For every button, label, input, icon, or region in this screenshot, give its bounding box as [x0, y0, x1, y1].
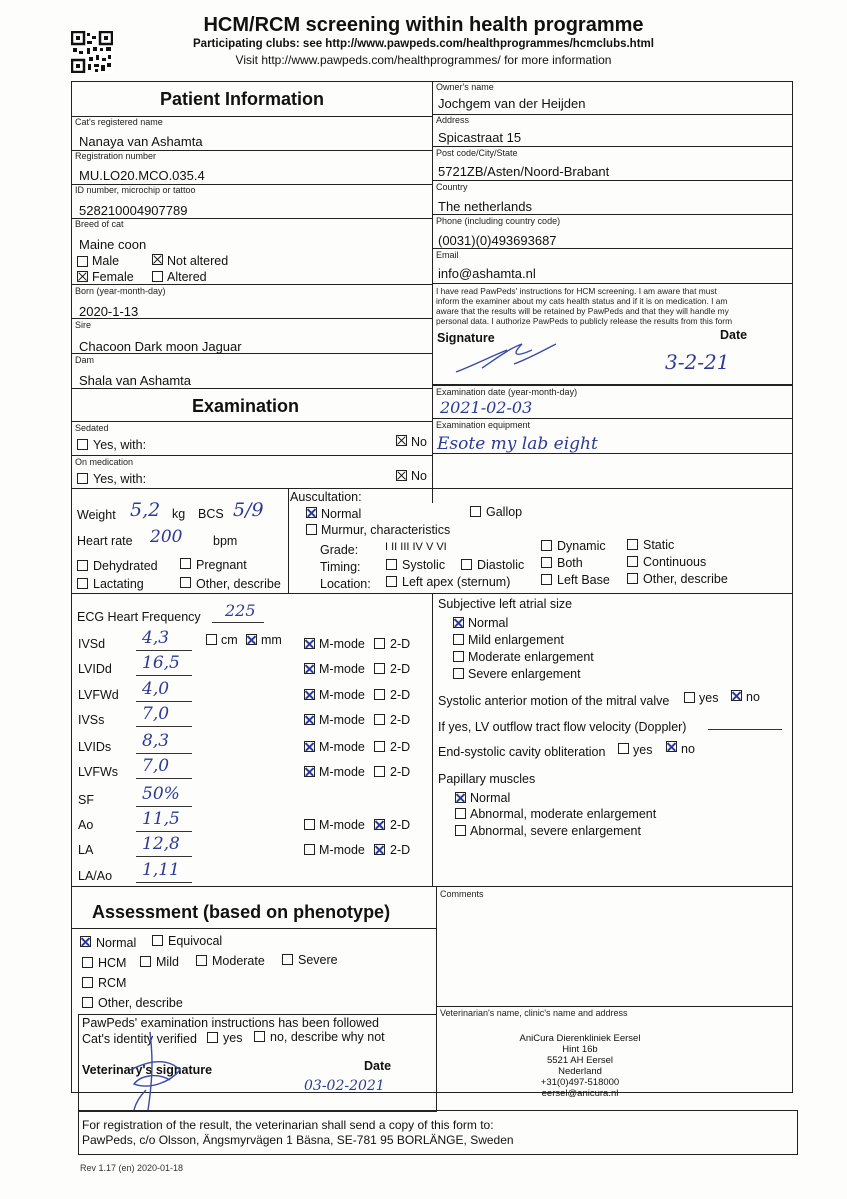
auscultation-label: Auscultation:	[290, 490, 362, 504]
la-size-label: Subjective left atrial size	[438, 597, 573, 611]
identity-no-label: no, describe why not	[270, 1030, 385, 1044]
country-value[interactable]: The netherlands	[438, 199, 532, 214]
diastolic-label: Diastolic	[477, 558, 525, 572]
altered-checkbox[interactable]	[152, 271, 163, 282]
form-title: HCM/RCM screening within health programme	[203, 14, 644, 36]
echo-row-value[interactable]: 8,3	[142, 731, 170, 751]
sedated-yes-checkbox[interactable]	[77, 439, 88, 450]
timing-label: Timing:	[320, 560, 361, 574]
equivocal-checkbox[interactable]	[152, 935, 163, 946]
mild-checkbox[interactable]	[140, 956, 151, 967]
medication-yes-label: Yes, with:	[93, 472, 147, 486]
phone-label: Phone (including country code)	[436, 216, 561, 226]
la-moderate-checkbox[interactable]	[453, 651, 464, 662]
left-apex-label: Left apex (sternum)	[402, 575, 511, 589]
ausc-normal-checkbox[interactable]	[306, 507, 317, 518]
mmode-checkbox[interactable]	[304, 741, 315, 752]
moderate-label: Moderate	[212, 954, 265, 968]
name-label: Cat's registered name	[75, 117, 163, 127]
esco-label: End-systolic cavity obliteration	[438, 745, 606, 759]
echo-row-value[interactable]: 7,0	[142, 756, 170, 776]
twod-checkbox[interactable]	[374, 689, 385, 700]
continuous-label: Continuous	[643, 555, 707, 569]
reg-label: Registration number	[75, 151, 157, 161]
twod-label: 2-D	[390, 637, 411, 651]
info-link-text[interactable]: Visit http://www.pawpeds.com/healthprogrammes/ for more information	[235, 53, 612, 67]
mmode-checkbox[interactable]	[304, 663, 315, 674]
mmode-label: M-mode	[319, 818, 365, 832]
pap-severe-checkbox[interactable]	[455, 825, 466, 836]
identity-no-checkbox[interactable]	[254, 1031, 265, 1042]
identity-label: Cat's identity verified	[82, 1032, 197, 1046]
la-normal-checkbox[interactable]	[453, 617, 464, 628]
systolic-label: Systolic	[402, 558, 446, 572]
dam-label: Dam	[75, 355, 95, 365]
la-severe-label: Severe enlargement	[468, 667, 581, 681]
not-altered-checkbox[interactable]	[152, 254, 163, 265]
assess-other-checkbox[interactable]	[82, 997, 93, 1008]
heart-rate-label: Heart rate	[77, 534, 133, 548]
rcm-checkbox[interactable]	[82, 977, 93, 988]
both-label: Both	[557, 556, 583, 570]
female-label: Female	[92, 270, 134, 284]
mmode-checkbox[interactable]	[304, 766, 315, 777]
la-moderate-label: Moderate enlargement	[468, 650, 594, 664]
twod-label: 2-D	[390, 662, 411, 676]
vet-line: Hint 16b	[562, 1044, 598, 1055]
left-apex-checkbox[interactable]	[386, 576, 397, 587]
identity-yes-checkbox[interactable]	[207, 1032, 218, 1043]
sam-no-label: no	[746, 690, 760, 704]
dehydrated-checkbox[interactable]	[77, 560, 88, 571]
address-value[interactable]: Spicastraat 15	[438, 130, 522, 145]
mmode-checkbox[interactable]	[304, 714, 315, 725]
bcs-label: BCS	[198, 507, 224, 521]
id-label: ID number, microchip or tattoo	[75, 185, 196, 195]
clubs-link-text[interactable]: Participating clubs: see http://www.pawpeds.com/healthprogrammes/hcmclubs.html	[193, 38, 654, 50]
medication-no-checkbox[interactable]	[396, 470, 407, 481]
grade-label: Grade:	[320, 543, 359, 557]
twod-label: 2-D	[390, 765, 411, 779]
cm-label: cm	[221, 633, 238, 647]
left-base-checkbox[interactable]	[541, 574, 552, 585]
vet-line: +31(0)497-518000	[540, 1077, 620, 1088]
dehydrated-label: Dehydrated	[93, 559, 158, 573]
la-normal-label: Normal	[468, 616, 509, 630]
vet-line: 5521 AH Eersel	[546, 1055, 613, 1066]
owner-signature-label: Signature	[437, 331, 495, 345]
owner-name-value[interactable]: Jochgem van der Heijden	[438, 96, 586, 111]
owner-statement-line-2: inform the examiner about my cats health status and if it is on medication. I am	[436, 296, 728, 306]
twod-checkbox[interactable]	[374, 819, 385, 830]
dam-value[interactable]: Shala van Ashamta	[79, 373, 192, 388]
vet-date-label: Date	[364, 1059, 392, 1073]
pregnant-label: Pregnant	[196, 558, 247, 572]
assessment-section-title: Assessment (based on phenotype)	[92, 902, 391, 922]
esco-yes-label: yes	[633, 743, 653, 757]
assess-normal-label: Normal	[96, 936, 137, 950]
vet-line: Nederland	[558, 1066, 602, 1077]
ausc-normal-label: Normal	[321, 507, 362, 521]
pap-normal-checkbox[interactable]	[455, 792, 466, 803]
breed-label: Breed of cat	[75, 219, 124, 229]
mmode-label: M-mode	[319, 637, 365, 651]
mmode-label: M-mode	[319, 740, 365, 754]
echo-row-label: IVSs	[78, 713, 105, 727]
owner-statement-line-4: personal data. I authorize PawPeds to publicly release the results from this form	[436, 316, 733, 326]
sam-yes-checkbox[interactable]	[684, 692, 695, 703]
patient-section-title: Patient Information	[160, 89, 325, 109]
phone-value[interactable]: (0031)(0)493693687	[438, 233, 557, 248]
medication-no-label: No	[411, 469, 427, 483]
ausc-other-checkbox[interactable]	[627, 573, 638, 584]
pap-severe-label: Abnormal, severe enlargement	[470, 824, 641, 838]
static-label: Static	[643, 538, 675, 552]
vet-signature-scribble[interactable]	[110, 1030, 190, 1114]
echo-row-value[interactable]: 4,0	[142, 679, 170, 699]
systolic-checkbox[interactable]	[386, 559, 397, 570]
weight-value[interactable]: 5,2	[130, 499, 161, 521]
equipment-value[interactable]: Esote my lab eight	[437, 434, 598, 454]
grade-options[interactable]: I II III IV V VI	[385, 541, 447, 553]
twod-checkbox[interactable]	[374, 844, 385, 855]
murmur-label: Murmur, characteristics	[321, 523, 451, 537]
email-value[interactable]: info@ashamta.nl	[438, 266, 536, 281]
mmode-label: M-mode	[319, 662, 365, 676]
exam-date-label: Examination date (year-month-day)	[436, 387, 578, 397]
medication-yes-checkbox[interactable]	[77, 473, 88, 484]
mmode-label: M-mode	[319, 765, 365, 779]
identity-yes-label: yes	[223, 1031, 243, 1045]
continuous-checkbox[interactable]	[627, 556, 638, 567]
bcs-value[interactable]: 5/9	[233, 499, 264, 521]
mmode-label: M-mode	[319, 713, 365, 727]
altered-label: Altered	[167, 270, 207, 284]
echo-row-label: SF	[78, 793, 94, 807]
post-value[interactable]: 5721ZB/Asten/Noord-Brabant	[438, 164, 610, 179]
left-base-label: Left Base	[557, 573, 610, 587]
sam-no-checkbox[interactable]	[731, 690, 742, 701]
echo-row-value[interactable]: 4,3	[142, 628, 170, 648]
sire-value[interactable]: Chacoon Dark moon Jaguar	[79, 339, 242, 354]
sedated-no-label: No	[411, 435, 427, 449]
owner-signature-scribble[interactable]	[452, 336, 562, 376]
papillary-label: Papillary muscles	[438, 772, 536, 786]
echo-row-value[interactable]: 11,5	[142, 809, 180, 829]
owner-date-value[interactable]: 3-2-21	[665, 350, 730, 374]
not-altered-label: Not altered	[167, 254, 229, 268]
pap-moderate-checkbox[interactable]	[455, 808, 466, 819]
email-label: Email	[436, 250, 459, 260]
twod-checkbox[interactable]	[374, 714, 385, 725]
cat-name-value[interactable]: Nanaya van Ashamta	[79, 134, 203, 149]
twod-checkbox[interactable]	[374, 663, 385, 674]
la-mild-label: Mild enlargement	[468, 633, 564, 647]
echo-row-label: LVIDs	[78, 740, 112, 754]
equivocal-label: Equivocal	[168, 934, 223, 948]
echo-row-value[interactable]: 50%	[142, 784, 180, 804]
vet-label: Veterinarian's name, clinic's name and address	[440, 1008, 628, 1018]
twod-label: 2-D	[390, 713, 411, 727]
dynamic-label: Dynamic	[557, 539, 606, 553]
sam-yes-label: yes	[699, 691, 719, 705]
owner-statement-line-3: aware that the results will be retained by PawPeds and that they will handle my	[436, 306, 729, 316]
exam-other-label: Other, describe	[196, 577, 281, 591]
female-checkbox[interactable]	[77, 271, 88, 282]
vet-signature-label: Veterinary's signature	[82, 1063, 213, 1077]
vet-date-value[interactable]: 03-02-2021	[304, 1078, 385, 1094]
echo-row-value[interactable]: 7,0	[142, 704, 170, 724]
ecg-value[interactable]: 225	[225, 601, 256, 620]
exam-other-checkbox[interactable]	[180, 577, 191, 588]
gallop-label: Gallop	[486, 505, 523, 519]
bpm-label: bpm	[213, 534, 238, 548]
ausc-other-label: Other, describe	[643, 572, 728, 586]
gallop-checkbox[interactable]	[470, 506, 481, 517]
echo-row-label: LA/Ao	[78, 869, 113, 883]
ecg-label: ECG Heart Frequency	[77, 610, 201, 624]
equipment-label: Examination equipment	[436, 420, 531, 430]
sedated-no-checkbox[interactable]	[396, 435, 407, 446]
pregnant-checkbox[interactable]	[180, 558, 191, 569]
born-value[interactable]: 2020-1-13	[79, 304, 139, 319]
diastolic-checkbox[interactable]	[461, 559, 472, 570]
cm-checkbox[interactable]	[206, 634, 217, 645]
country-label: Country	[436, 182, 468, 192]
esco-no-checkbox[interactable]	[666, 741, 677, 752]
echo-row-label: Ao	[78, 818, 94, 832]
echo-row-label: LVFWd	[78, 688, 119, 702]
la-severe-checkbox[interactable]	[453, 668, 464, 679]
owner-name-label: Owner's name	[436, 82, 494, 92]
mmode-checkbox[interactable]	[304, 638, 315, 649]
moderate-checkbox[interactable]	[196, 955, 207, 966]
pap-moderate-label: Abnormal, moderate enlargement	[470, 807, 657, 821]
mm-label: mm	[261, 633, 282, 647]
comments-label: Comments	[440, 889, 484, 899]
static-checkbox[interactable]	[627, 539, 638, 550]
twod-label: 2-D	[390, 740, 411, 754]
echo-row-label: LA	[78, 843, 94, 857]
vet-line: AniCura Dierenkliniek Eersel	[519, 1033, 641, 1044]
mmode-label: M-mode	[319, 843, 365, 857]
post-label: Post code/City/State	[436, 148, 518, 158]
esco-no-label: no	[681, 742, 695, 756]
echo-row-value[interactable]: 12,8	[142, 834, 180, 854]
rcm-label: RCM	[98, 976, 127, 990]
owner-date-label: Date	[720, 328, 748, 342]
la-mild-checkbox[interactable]	[453, 634, 464, 645]
revision-label: Rev 1.17 (en) 2020-01-18	[80, 1163, 184, 1173]
twod-checkbox[interactable]	[374, 741, 385, 752]
lactating-checkbox[interactable]	[77, 578, 88, 589]
born-label: Born (year-month-day)	[75, 286, 166, 296]
echo-row-label: IVSd	[78, 637, 106, 651]
assess-other-label: Other, describe	[98, 996, 183, 1010]
exam-date-value[interactable]: 2021-02-03	[440, 398, 533, 417]
esco-yes-checkbox[interactable]	[618, 743, 629, 754]
pap-normal-label: Normal	[470, 791, 511, 805]
mmode-checkbox[interactable]	[304, 819, 315, 830]
sedated-label: Sedated	[75, 423, 109, 433]
hcm-checkbox[interactable]	[82, 957, 93, 968]
exam-section-title: Examination	[192, 396, 300, 416]
breed-value[interactable]: Maine coon	[79, 237, 147, 252]
echo-row-label: LVIDd	[78, 662, 112, 676]
footer-line-1: For registration of the result, the veterinarian shall send a copy of this form to:	[82, 1118, 494, 1132]
sire-label: Sire	[75, 320, 92, 330]
owner-statement-line-1: I have read PawPeds' instructions for HCM screening. I am aware that must	[436, 286, 717, 296]
mild-label: Mild	[156, 955, 179, 969]
hcm-label: HCM	[98, 956, 127, 970]
twod-label: 2-D	[390, 818, 411, 832]
location-label: Location:	[320, 577, 371, 591]
footer-line-2: PawPeds, c/o Olsson, Ängsmyrvägen 1 Bäsna, SE-781 95 BORLÄNGE, Sweden	[82, 1133, 514, 1147]
heart-rate-value[interactable]: 200	[150, 527, 183, 547]
address-label: Address	[436, 115, 470, 125]
echo-row-value[interactable]: 1,11	[142, 860, 180, 880]
sedated-yes-label: Yes, with:	[93, 438, 147, 452]
twod-label: 2-D	[390, 843, 411, 857]
assess-normal-checkbox[interactable]	[80, 936, 91, 947]
male-checkbox[interactable]	[77, 256, 88, 267]
severe-label: Severe	[298, 953, 338, 967]
mmode-checkbox[interactable]	[304, 844, 315, 855]
kg-label: kg	[172, 507, 186, 521]
twod-label: 2-D	[390, 688, 411, 702]
instructions-followed: PawPeds' examination instructions has been followed	[82, 1016, 380, 1030]
murmur-checkbox[interactable]	[306, 524, 317, 535]
vet-clinic-stamp	[500, 1033, 660, 1099]
vet-line: eersel@anicura.nl	[541, 1088, 619, 1099]
id-value[interactable]: 528210004907789	[79, 203, 188, 218]
sam-label: Systolic anterior motion of the mitral valve	[438, 694, 670, 708]
registration-value[interactable]: MU.LO20.MCO.035.4	[79, 168, 205, 183]
lvot-label: If yes, LV outflow tract flow velocity (Doppler)	[438, 720, 687, 734]
both-checkbox[interactable]	[541, 557, 552, 568]
male-label: Male	[92, 254, 120, 268]
dynamic-checkbox[interactable]	[541, 540, 552, 551]
severe-checkbox[interactable]	[282, 954, 293, 965]
medication-label: On medication	[75, 457, 134, 467]
mmode-checkbox[interactable]	[304, 689, 315, 700]
echo-row-label: LVFWs	[78, 765, 119, 779]
echo-row-value[interactable]: 16,5	[142, 653, 180, 673]
mmode-label: M-mode	[319, 688, 365, 702]
twod-checkbox[interactable]	[374, 638, 385, 649]
lactating-label: Lactating	[93, 577, 144, 591]
mm-checkbox[interactable]	[246, 634, 257, 645]
twod-checkbox[interactable]	[374, 766, 385, 777]
weight-label: Weight	[77, 508, 116, 522]
